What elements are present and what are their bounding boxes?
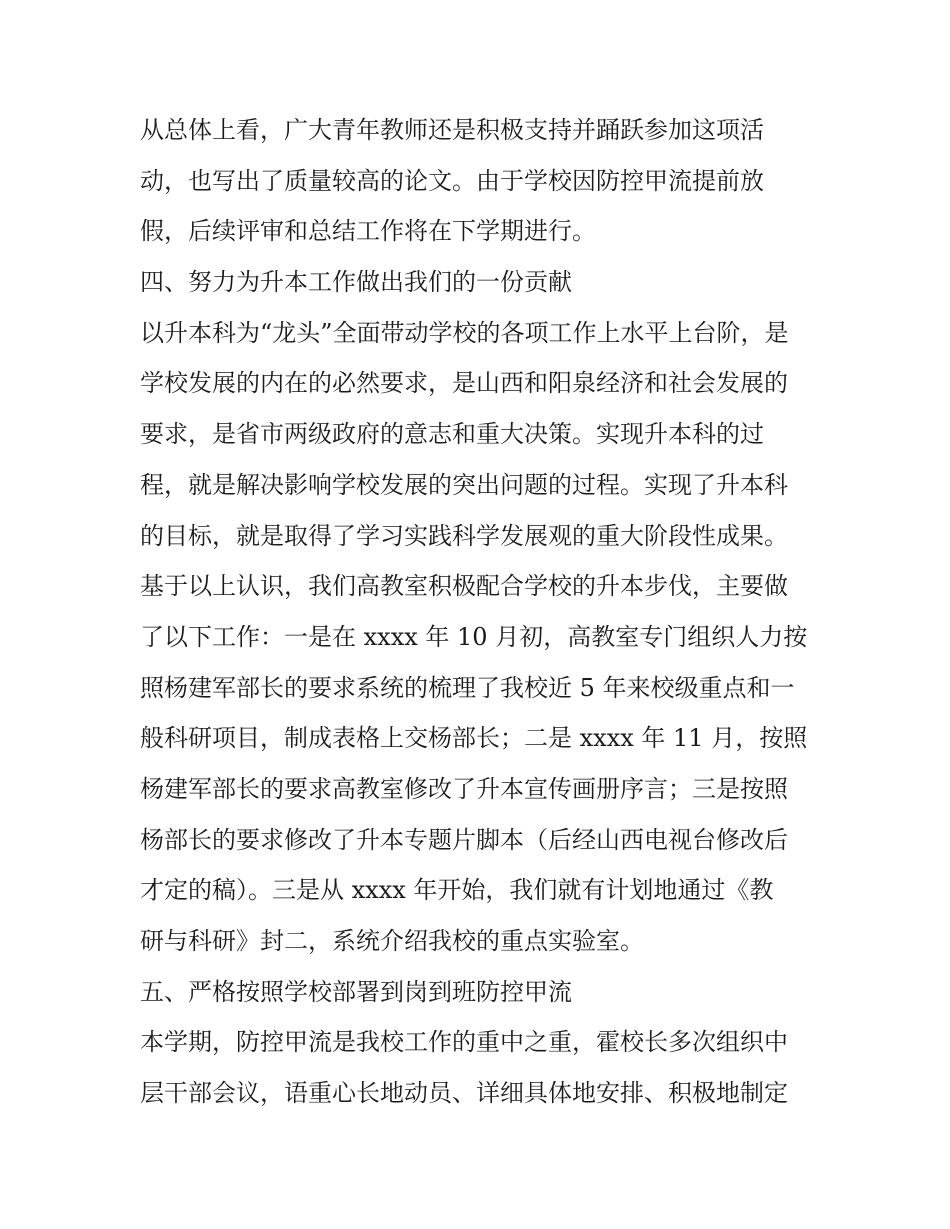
paragraph-line: 以升本科为“龙头”全面带动学校的各项工作上水平上台阶，是: [140, 318, 789, 347]
paragraph-line: 杨建军部长的要求高教室修改了升本宣传画册序言；三是按照: [140, 774, 788, 803]
paragraph-line: 层干部会议，语重心长地动员、详细具体地安排、积极地制定: [140, 1079, 788, 1108]
document-body: [140, 105, 820, 1119]
paragraph-line: 动，也写出了质量较高的论文。由于学校因防控甲流提前放: [140, 166, 764, 195]
paragraph-line: 照杨建军部长的要求系统的梳理了我校近 5 年来校级重点和一: [140, 673, 795, 702]
paragraph-line: 基于以上认识，我们高教室积极配合学校的升本步伐，主要做: [140, 572, 788, 601]
paragraph-line: 了以下工作：一是在 xxxx 年 10 月初，高教室专门组织人力按: [140, 622, 808, 651]
paragraph-line: 般科研项目，制成表格上交杨部长；二是 xxxx 年 11 月，按照: [140, 724, 808, 753]
paragraph-line: 杨部长的要求修改了升本专题片脚本（后经山西电视台修改后: [140, 825, 788, 854]
paragraph-line: 程，就是解决影响学校发展的突出问题的过程。实现了升本科: [140, 470, 788, 499]
paragraph-line: 假，后续评审和总结工作将在下学期进行。: [140, 217, 596, 246]
section-heading: 五、严格按照学校部署到岗到班防控甲流: [140, 977, 572, 1006]
paragraph-line: 本学期，防控甲流是我校工作的重中之重，霍校长多次组织中: [140, 1028, 788, 1057]
paragraph-line: 研与科研》封二，系统介绍我校的重点实验室。: [140, 927, 644, 955]
paragraph-line: 从总体上看，广大青年教师还是积极支持并踊跃参加这项活: [140, 116, 764, 144]
paragraph-line: 才定的稿）。三是从 xxxx 年开始，我们就有计划地通过《教: [140, 876, 774, 905]
paragraph-line: 学校发展的内在的必然要求，是山西和阳泉经济和社会发展的: [140, 369, 788, 398]
paragraph-line: 要求，是省市两级政府的意志和重大决策。实现升本科的过: [140, 420, 764, 449]
paragraph-line: 的目标，就是取得了学习实践科学发展观的重大阶段性成果。: [140, 521, 788, 550]
section-heading: 四、努力为升本工作做出我们的一份贡献: [140, 268, 572, 297]
